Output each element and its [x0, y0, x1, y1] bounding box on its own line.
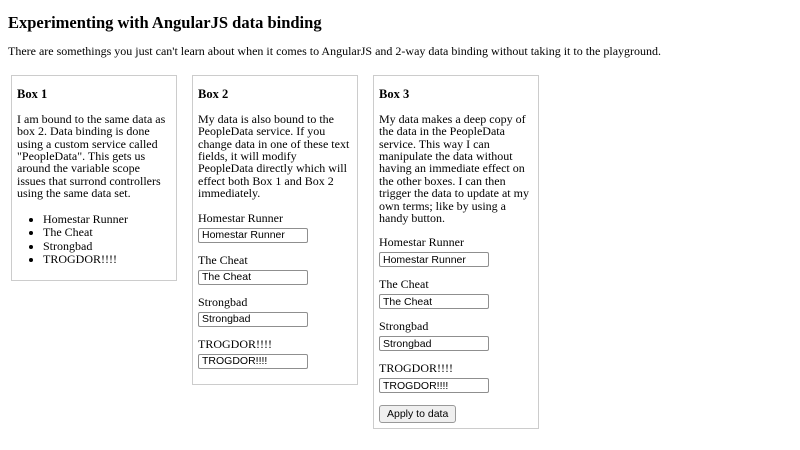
box-3-description: My data makes a deep copy of the data in the PeopleData service. This way I can manipulate the data without having an immediate effect on the other boxes. I can then trigger the data to update at my own terms; like by using a handy button. — [379, 112, 529, 225]
list-item-strongbad: • Strongbad — [43, 240, 171, 253]
boxes-container — [11, 75, 792, 429]
page-subtitle: There are somethings you just can't learn about when it comes to AngularJS and 2-way data binding without taking it to the playground. — [8, 44, 662, 58]
list-item-homestar-runner: • Homestar Runner — [43, 213, 171, 226]
field-label-trogdor-box2: TROGDOR!!!! — [198, 336, 272, 351]
box-2-title: Box 2 — [198, 87, 229, 101]
the-cheat-input-box3[interactable] — [379, 294, 489, 309]
field-group-strongbad-box2 — [198, 295, 352, 327]
box-1 — [11, 75, 177, 281]
field-label-homestar-box3: Homestar Runner — [379, 235, 464, 250]
trogdor-input-box3[interactable] — [379, 378, 489, 393]
page-title: Experimenting with AngularJS data binding — [8, 13, 322, 32]
apply-to-data-button[interactable]: Apply to data — [379, 405, 456, 423]
list-item-trogdor: • TROGDOR!!!! — [43, 253, 171, 266]
field-label-the-cheat-box2: The Cheat — [198, 252, 248, 267]
strongbad-input-box3[interactable] — [379, 336, 489, 351]
box-2-description: My data is also bound to the PeopleData service. If you change data in one of these text fields, it will modify PeopleData directly which will effect both Box 1 and Box 2 immediately. — [198, 112, 350, 201]
field-label-strongbad-box3: Strongbad — [379, 319, 429, 334]
field-group-homestar-box2 — [198, 211, 352, 243]
box-1-description: I am bound to the same data as box 2. Data binding is done using a custom service called "PeopleData". This gets us around the variable scope issues that surrond controllers using the same data set. — [17, 112, 166, 201]
field-group-trogdor-box3 — [379, 361, 533, 393]
field-group-the-cheat-box3 — [379, 277, 533, 309]
field-label-strongbad-box2: Strongbad — [198, 294, 248, 309]
field-group-trogdor-box2 — [198, 337, 352, 369]
the-cheat-input-box2[interactable] — [198, 270, 308, 285]
field-group-homestar-box3 — [379, 235, 533, 267]
strongbad-input-box2[interactable] — [198, 312, 308, 327]
list-item-the-cheat: • The Cheat — [43, 226, 171, 239]
box-3-title: Box 3 — [379, 87, 410, 101]
field-group-strongbad-box3 — [379, 319, 533, 351]
field-label-homestar-box2: Homestar Runner — [198, 210, 283, 225]
field-group-the-cheat-box2 — [198, 253, 352, 285]
field-label-the-cheat-box3: The Cheat — [379, 277, 429, 292]
box-3 — [373, 75, 539, 429]
homestar-runner-input-box3[interactable] — [379, 252, 489, 267]
homestar-runner-input-box2[interactable] — [198, 228, 308, 243]
box-2 — [192, 75, 358, 385]
trogdor-input-box2[interactable] — [198, 354, 308, 369]
box-1-title: Box 1 — [17, 87, 48, 101]
box-1-people-list — [17, 213, 171, 266]
field-label-trogdor-box3: TROGDOR!!!! — [379, 361, 453, 376]
